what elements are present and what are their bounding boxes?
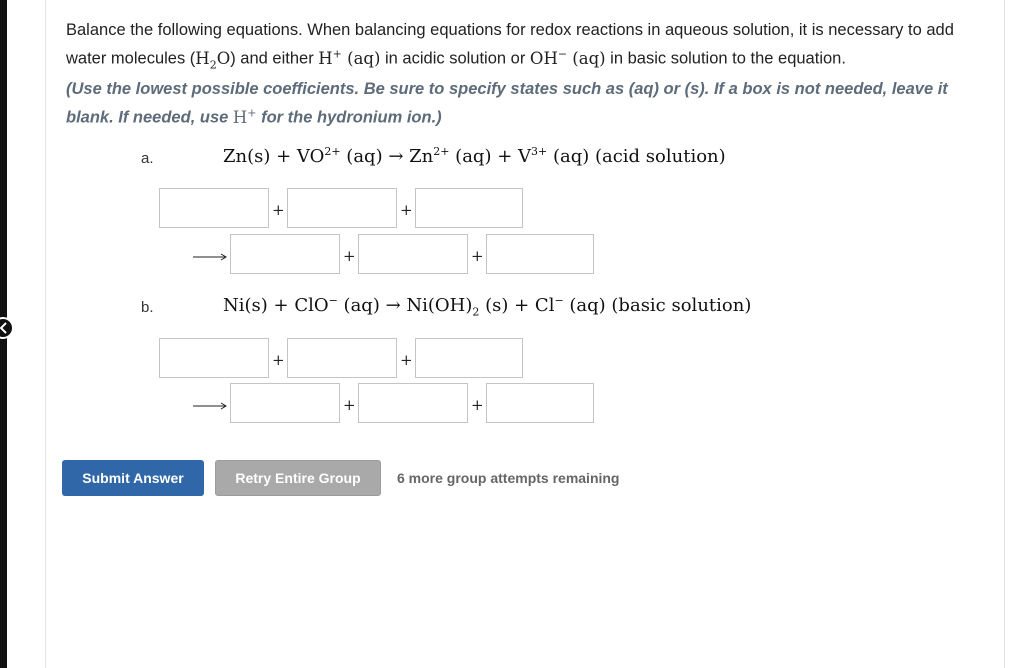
question-panel <box>45 0 1005 668</box>
plus-sign: + <box>272 201 285 219</box>
plus-sign: + <box>400 351 413 369</box>
part-b-reactant-box-3[interactable] <box>415 338 523 378</box>
part-b-label: b. <box>141 299 154 316</box>
hydronium-formula: H+ <box>232 106 257 127</box>
part-a-reactant-box-1[interactable] <box>159 188 269 228</box>
part-a-product-box-2[interactable] <box>358 234 468 274</box>
hint-text: (Use the lowest possible coefficients. Be sure to specify states such as (aq) or (s). If a box is not needed, leave it blank. If needed, use H+ for the hydronium ion.) <box>66 80 948 127</box>
part-b-product-box-2[interactable] <box>358 383 468 423</box>
part-b-reactant-box-1[interactable] <box>159 338 269 378</box>
plus-sign: + <box>471 396 484 414</box>
part-a-equation: $Zn(s) + VO^{2+}$ $(aq) \to Zn^{2+}$ $(aq) + V^{3+}$ (aq) (acid solution) <box>223 145 726 167</box>
part-a-reactant-box-2[interactable] <box>287 188 397 228</box>
part-a-reactant-box-3[interactable] <box>415 188 523 228</box>
collapse-panel-button[interactable] <box>0 317 14 339</box>
hydrogen-ion-formula: H+ (aq) <box>318 47 381 68</box>
retry-group-button[interactable]: Retry Entire Group <box>215 460 381 496</box>
part-a-product-box-3[interactable] <box>486 234 594 274</box>
submit-answer-button[interactable]: Submit Answer <box>62 460 204 496</box>
part-b-product-box-1[interactable] <box>230 383 340 423</box>
arrow-right-icon <box>193 401 229 411</box>
chevron-left-icon <box>0 322 8 334</box>
part-b-product-box-3[interactable] <box>486 383 594 423</box>
arrow-right-icon <box>193 252 229 262</box>
plus-sign: + <box>343 247 356 265</box>
plus-sign: + <box>471 247 484 265</box>
hydroxide-formula: OH− (aq) <box>529 47 606 68</box>
part-a-label: a. <box>141 150 154 167</box>
water-formula: $H_2O$ <box>195 48 231 71</box>
attempts-remaining: 6 more group attempts remaining <box>397 470 620 486</box>
part-b-equation: Ni(s) + ClO− $(aq) \to Ni(OH)_2$ (s) + Cl− (aq) (basic solution) <box>223 294 752 319</box>
part-b-reactant-box-2[interactable] <box>287 338 397 378</box>
plus-sign: + <box>343 396 356 414</box>
part-a-product-box-1[interactable] <box>230 234 340 274</box>
instructions: Balance the following equations. When balancing equations for redox reactions in aqueous solution, it is necessary to add water molecules $(H_2O)$ and either H+ (aq) in acidic solution or OH− (aq) in basic solution to the equation. <box>66 21 954 71</box>
plus-sign: + <box>272 351 285 369</box>
plus-sign: + <box>400 201 413 219</box>
